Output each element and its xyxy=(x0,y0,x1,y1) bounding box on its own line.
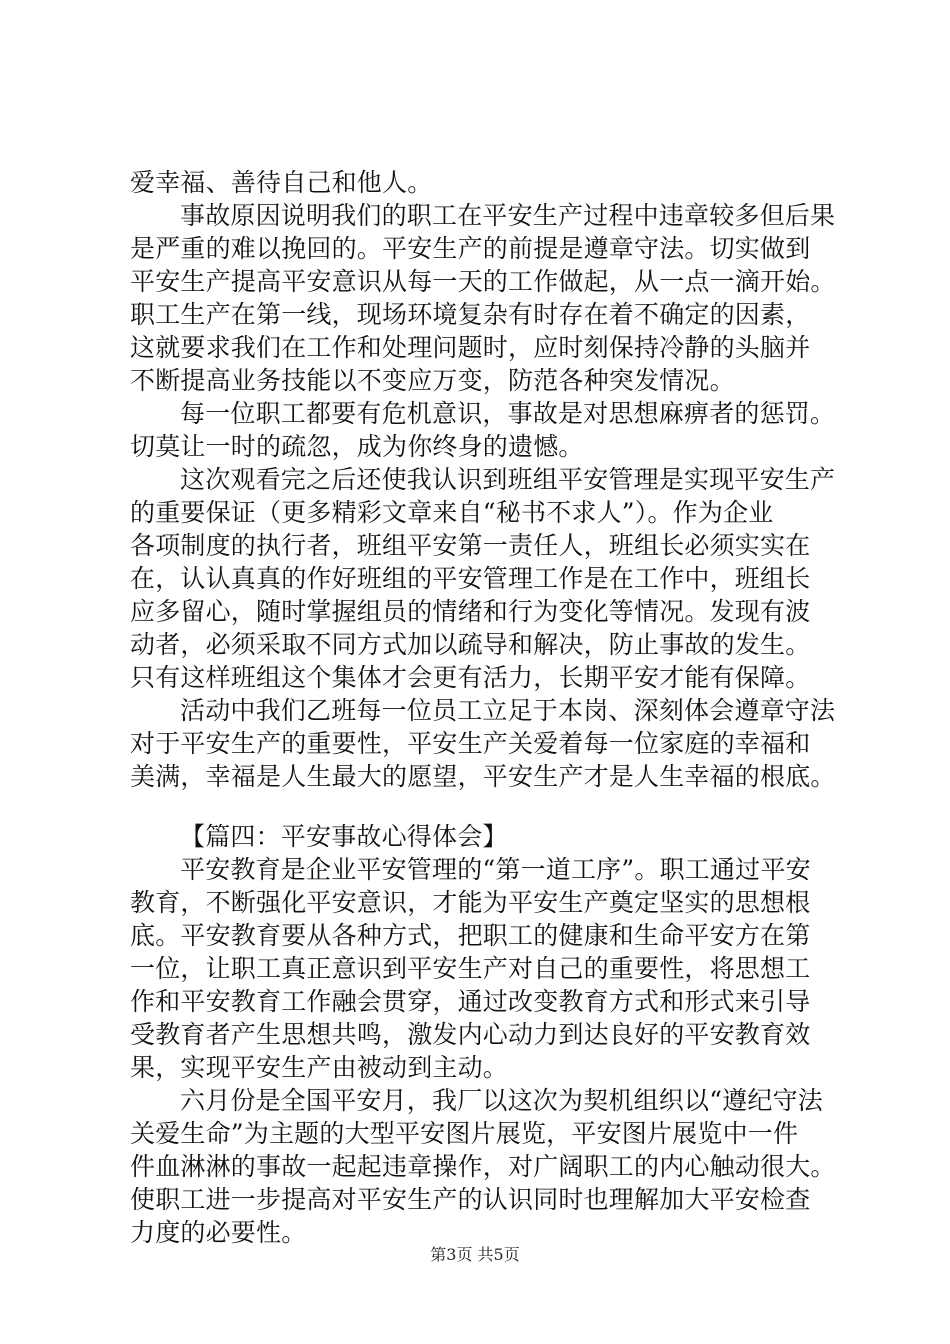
paragraph-line: 各项制度的执行者，班组平安第一责任人，班组长必须实实在 xyxy=(130,531,811,560)
paragraph-line: 平安生产提高平安意识从每一天的工作做起，从一点一滴开始。 xyxy=(130,267,836,296)
paragraph-line: 使职工进一步提高对平安生产的认识同时也理解加大平安检查 xyxy=(130,1185,811,1214)
paragraph-line: 关爱生命”为主题的大型平安图片展览，平安图片展览中一件 xyxy=(130,1119,799,1148)
section-heading: 【篇四：平安事故心得体会】 xyxy=(180,822,508,851)
paragraph-line: 是严重的难以挽回的。平安生产的前提是遵章守法。切实做到 xyxy=(130,234,811,263)
paragraph-line: 作和平安教育工作融会贯穿，通过改变教育方式和形式来引导 xyxy=(130,987,811,1016)
paragraph-line: 一位，让职工真正意识到平安生产对自己的重要性，将思想工 xyxy=(130,954,811,983)
paragraph-line: 动者，必须采取不同方式加以疏导和解决，防止事故的发生。 xyxy=(130,630,811,659)
paragraph-line: 事故原因说明我们的职工在平安生产过程中违章较多但后果 xyxy=(180,201,836,230)
paragraph-line: 受教育者产生思想共鸣，激发内心动力到达良好的平安教育效 xyxy=(130,1020,811,1049)
paragraph-line: 不断提高业务技能以不变应万变，防范各种突发情况。 xyxy=(130,366,735,395)
paragraph-line: 平安教育是企业平安管理的“第一道工序”。职工通过平安 xyxy=(180,855,811,884)
paragraph-line: 每一位职工都要有危机意识，事故是对思想麻痹者的惩罚。 xyxy=(180,399,836,428)
paragraph-line: 爱幸福、善待自己和他人。 xyxy=(130,168,433,197)
paragraph-line: 对于平安生产的重要性，平安生产关爱着每一位家庭的幸福和 xyxy=(130,729,811,758)
section-spacer xyxy=(130,793,830,820)
paragraph-line: 这就要求我们在工作和处理问题时，应时刻保持冷静的头脑并 xyxy=(130,333,811,362)
paragraph-line: 切莫让一时的疏忽，成为你终身的遗憾。 xyxy=(130,432,584,461)
paragraph-line: 的重要保证（更多精彩文章来自“秘书不求人”）。作为企业 xyxy=(130,498,774,527)
paragraph-line: 活动中我们乙班每一位员工立足于本岗、深刻体会遵章守法 xyxy=(180,696,836,725)
paragraph-line: 件血淋淋的事故一起起违章操作，对广阔职工的内心触动很大。 xyxy=(130,1152,836,1181)
paragraph-line: 美满，幸福是人生最大的愿望，平安生产才是人生幸福的根底。 xyxy=(130,762,836,791)
paragraph-line: 应多留心，随时掌握组员的情绪和行为变化等情况。发现有波 xyxy=(130,597,811,626)
paragraph-line: 职工生产在第一线，现场环境复杂有时存在着不确定的因素， xyxy=(130,300,811,329)
paragraph-line: 这次观看完之后还使我认识到班组平安管理是实现平安生产 xyxy=(180,465,836,494)
paragraph-line: 底。平安教育要从各种方式，把职工的健康和生命平安方在第 xyxy=(130,921,811,950)
paragraph-line: 只有这样班组这个集体才会更有活力，长期平安才能有保障。 xyxy=(130,663,811,692)
paragraph-line: 六月份是全国平安月，我厂以这次为契机组织以“遵纪守法 xyxy=(180,1086,823,1115)
paragraph-line: 在，认认真真的作好班组的平安管理工作是在工作中，班组长 xyxy=(130,564,811,593)
paragraph-line: 教育，不断强化平安意识，才能为平安生产奠定坚实的思想根 xyxy=(130,888,811,917)
paragraph-line: 力度的必要性。 xyxy=(130,1218,307,1247)
document-body xyxy=(130,166,836,1249)
page-number: 第3页 共5页 xyxy=(430,1245,520,1264)
paragraph-line: 果，实现平安生产由被动到主动。 xyxy=(130,1053,509,1082)
